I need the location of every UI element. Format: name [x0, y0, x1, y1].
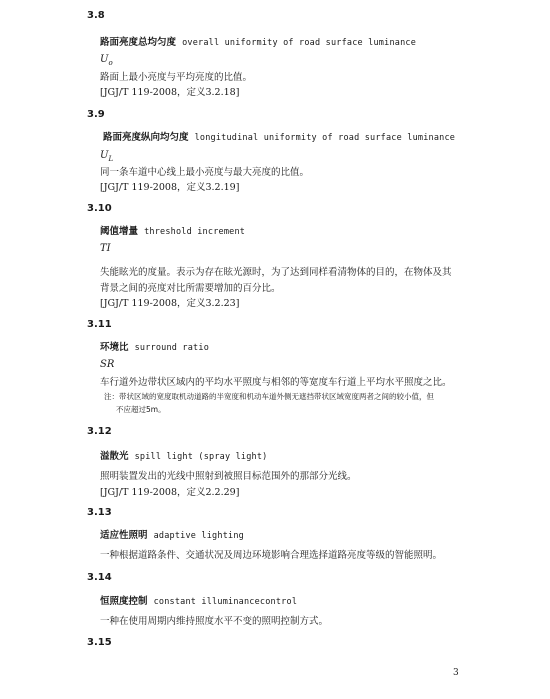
term-zh: 环境比	[100, 342, 129, 353]
clause-number: 3.10	[87, 203, 112, 214]
term-zh: 阈值增量	[100, 226, 139, 237]
term-en: adaptive lighting	[153, 531, 244, 541]
page-number: 3	[453, 668, 459, 678]
term-definition: 背景之间的亮度对比所需要增加的百分比。	[100, 283, 281, 294]
term-zh: 路面亮度纵向均匀度	[103, 132, 189, 143]
term-heading	[103, 129, 455, 143]
term-zh: 恒照度控制	[100, 596, 148, 607]
term-symbol	[100, 150, 113, 163]
clause-number: 3.9	[87, 109, 105, 120]
term-heading	[100, 339, 209, 353]
symbol-subscript: o	[108, 59, 113, 67]
term-definition: 失能眩光的度量。表示为存在眩光源时，为了达到同样看清物体的目的，在物体及其	[100, 267, 452, 278]
term-heading	[100, 593, 297, 607]
clause-number: 3.8	[87, 10, 105, 21]
term-heading	[100, 448, 268, 462]
term-definition: 照明装置发出的光线中照射到被照目标范围外的那部分光线。	[100, 471, 357, 482]
term-en: overall uniformity of road surface luminance	[182, 38, 417, 48]
term-zh: 溢散光	[100, 451, 129, 462]
term-heading	[100, 527, 244, 541]
term-zh: 路面亮度总均匀度	[100, 37, 177, 48]
term-definition: 车行道外边带状区域内的平均水平照度与相邻的等宽度车行道上平均水平照度之比。	[100, 377, 452, 388]
symbol-main: U	[100, 150, 109, 161]
term-symbol: TI	[100, 243, 111, 254]
term-heading	[100, 34, 416, 48]
term-symbol: SR	[100, 359, 115, 370]
term-note: 不应超过5m。	[116, 405, 166, 414]
clause-number: 3.12	[87, 426, 112, 437]
clause-number: 3.11	[87, 319, 112, 330]
term-definition: 路面上最小亮度与平均亮度的比值。	[100, 72, 253, 83]
clause-number: 3.15	[87, 637, 112, 648]
symbol-subscript: L	[108, 155, 114, 163]
term-definition: 一种在使用周期内维持照度水平不变的照明控制方式。	[100, 616, 329, 627]
term-source: [JGJ/T 119-2008，定义3.2.23]	[100, 298, 240, 309]
term-en: threshold increment	[144, 227, 246, 237]
term-en: spill light (spray light)	[134, 452, 268, 462]
term-zh: 适应性照明	[100, 530, 148, 541]
clause-number: 3.14	[87, 572, 112, 583]
term-definition: 同一条车道中心线上最小亮度与最大亮度的比值。	[100, 167, 310, 178]
term-heading	[100, 223, 245, 237]
term-source: [JGJ/T 119-2008，定义3.2.18]	[100, 87, 240, 98]
symbol-main: U	[100, 54, 109, 65]
term-source: [JGJ/T 119-2008，定义3.2.19]	[100, 182, 240, 193]
term-symbol	[100, 54, 113, 67]
term-source: [JGJ/T 119-2008，定义2.2.29]	[100, 487, 240, 498]
term-en: constant illuminancecontrol	[153, 597, 298, 607]
term-definition: 一种根据道路条件、交通状况及周边环境影响合理选择道路亮度等级的智能照明。	[100, 550, 443, 561]
term-note: 注：带状区域的宽度取机动道路的半宽度和机动车道外侧无遮挡带状区域宽度两者之间的较小值，但	[104, 392, 434, 401]
term-en: surround ratio	[134, 343, 210, 353]
term-en: longitudinal uniformity of road surface luminance	[194, 133, 456, 143]
clause-number: 3.13	[87, 507, 112, 518]
